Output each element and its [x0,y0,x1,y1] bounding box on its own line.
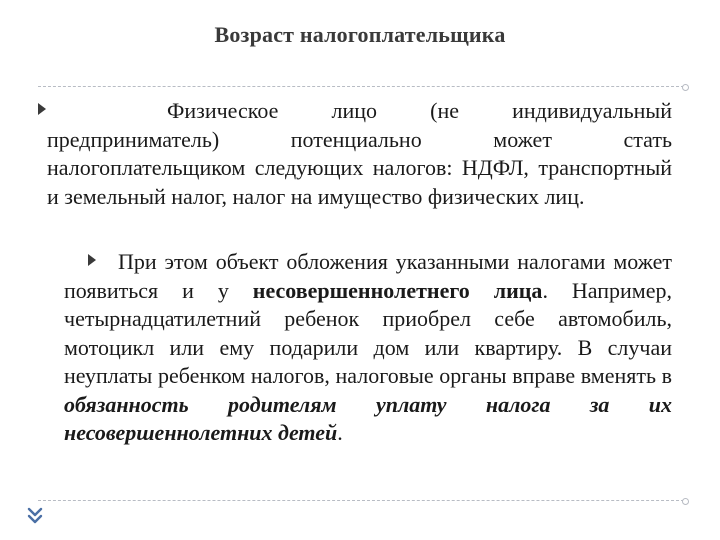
paragraph-2-text-middle: . Например, четырнадцатилетний ребенок приобрел себе автомобиль, мотоцикл или ему подарили дом или квартиру. В случаи неуплаты ребенком налогов, налоговые органы вправе вменять в [64,277,672,388]
divider-end-dot [682,84,689,91]
paragraph-2-text-start: При этом объект обложения указанными налогами может появиться и у [64,249,672,303]
paragraph-1 [47,97,672,211]
paragraph-1-text: Физическое лицо (не индивидуальный предприниматель) потенциально может стать налогоплательщиком следующих налогов: НДФЛ, транспортный и земельный налог, налог на имущество физических лиц. [47,98,672,209]
double-chevron-down-icon[interactable] [26,506,44,526]
slide-title: Возраст налогоплательщика [214,22,506,47]
paragraph-2 [64,248,672,448]
bold-phrase: несовершеннолетнего лица [252,277,543,303]
bottom-divider [38,500,684,501]
paragraph-2-text-end: . [337,420,343,445]
emphasis-phrase: обязанность родителям уплату налога за их несовершеннолетних детей [64,391,672,445]
top-divider [38,86,684,87]
triangle-bullet-icon [38,103,46,115]
divider-end-dot [682,498,689,505]
